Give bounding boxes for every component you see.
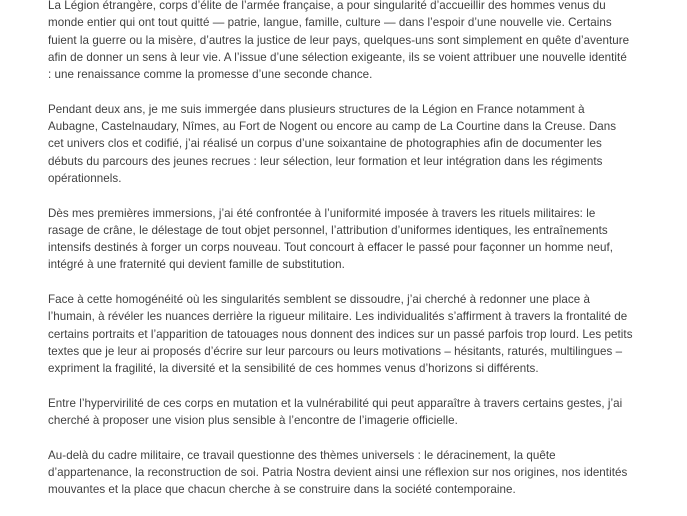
paragraph-immersion: Pendant deux ans, je me suis immergée dans plusieurs structures de la Légion en France notamment à Aubagne, Castelnaudary, Nîmes, au Fort de Nogent ou encore au camp de La Courtine dans la Creuse. Dans cet univers clos et codifié, j’ai réalisé un corpus d’une soixantaine de photographies afin de documenter les débuts du parcours des jeunes recrues : leur sélection, leur formation et leur intégration dans les régiments opérationnels. xyxy=(48,102,617,185)
paragraph-vulnerability: Entre l’hypervirilité de ces corps en mutation et la vulnérabilité qui peut apparaître à travers certains gestes, j’ai cherché à proposer une vision plus sensible à l’encontre de l’imagerie officielle. xyxy=(48,396,623,428)
paragraph-uniformity: Dès mes premières immersions, j’ai été confrontée à l’uniformité imposée à travers les rituels militaires: le rasage de crâne, le délestage de tout objet personnel, l’attribution d’uniformes identiques, les entraînements intensifs destinés à forger un corps nouveau. Tout concourt à effacer le passé pour façonner un homme neuf, intégré à une fraternité qui devient famille de substitution. xyxy=(48,206,613,272)
article-body xyxy=(48,0,633,516)
paragraph-singularities: Face à cette homogénéité où les singularités semblent se dissoudre, j’ai cherché à redonner une place à l’humain, à révéler les nuances derrière la rigueur militaire. Les individualités s’affirment à travers la frontalité de certains portraits et l’apparition de tatouages nous donnent des indices sur un passé parfois trop lourd. Les petits textes que je leur ai proposés d’écrire sur leur parcours ou leurs motivations – hésitants, raturés, multilingues – expriment la fragilité, la diversité et la sensibilité de ces hommes venus d’horizons si différents. xyxy=(48,293,633,376)
paragraph-intro: La Légion étrangère, corps d’élite de l’armée française, a pour singularité d’accueillir des hommes venus du monde entier qui ont tout quitté — patrie, langue, famille, culture — dans l’espoir d’une nouvelle vie. Certains fuient la guerre ou la misère, d’autres la justice de leur pays, quelques-uns sont simplement en quête d’aventure afin de donner un sens à leur vie. A l’issue d’une sélection exigeante, ils se voient attribuer une nouvelle identité : une renaissance comme la promesse d’une seconde chance. xyxy=(48,0,630,82)
paragraph-universal-themes: Au-delà du cadre militaire, ce travail questionne des thèmes universels : le déracinement, la quête d’appartenance, la reconstruction de soi. Patria Nostra devient ainsi une réflexion sur nos origines, nos identités mouvantes et la place que chacun cherche à se construire dans la société contemporaine. xyxy=(48,448,628,497)
